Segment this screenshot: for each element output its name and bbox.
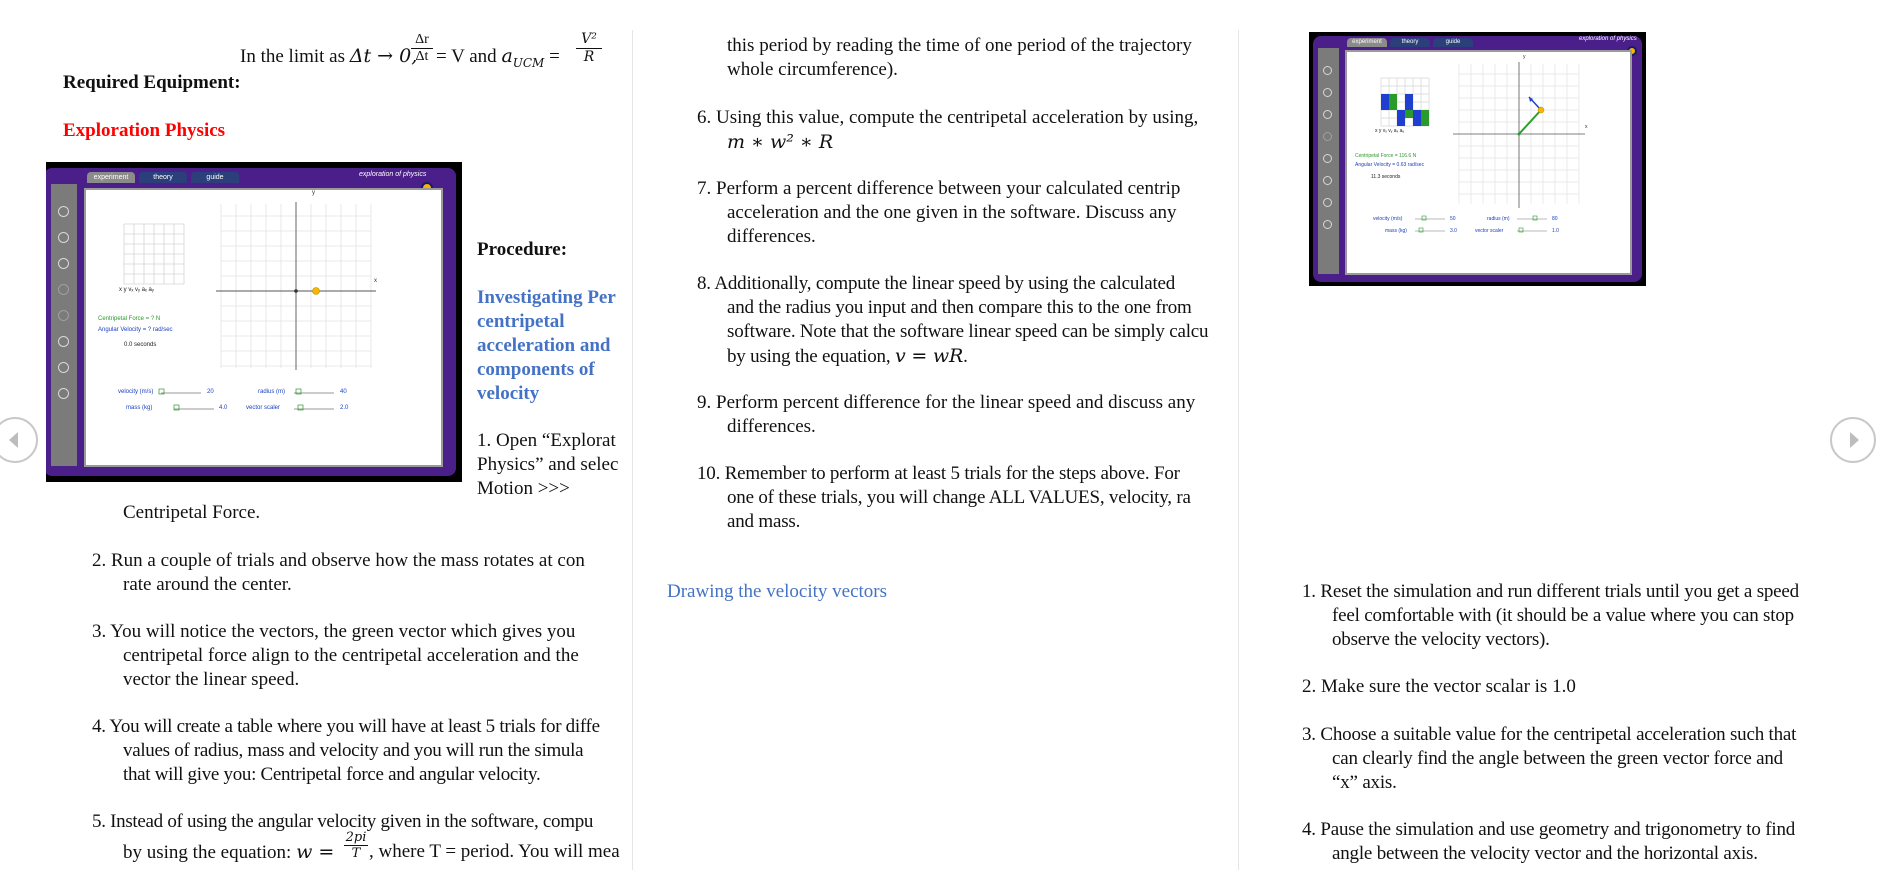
step1-fragment [477, 429, 618, 501]
step1-line: Physics” and selec [477, 454, 619, 475]
simulator-screenshot-1 [46, 162, 462, 482]
sim-time-readout: 11.3 seconds [1371, 174, 1401, 180]
step-line: one of these trials, you will change ALL VALUES, velocity, ra [727, 487, 1191, 508]
sim-velocity-label: velocity (m/s) [118, 389, 154, 395]
step8 [697, 272, 1208, 369]
step5-continuation [727, 34, 1192, 82]
step-icon [58, 310, 69, 321]
step8-formula: v = wR [894, 345, 964, 367]
step-line: 4. Pause the simulation and use geometry and trigonometry to find [1302, 819, 1796, 840]
formula-equals-v: = V [436, 46, 465, 67]
step5-post: , where T = period. You will mea [369, 841, 620, 862]
step-line: values of radius, mass and velocity and you will run the simula [123, 740, 584, 761]
sim-scaler-label: vector scaler [1475, 228, 1504, 234]
step-line: differences. [727, 226, 816, 247]
previous-page-button[interactable] [0, 417, 38, 463]
step8-pre: by using the equation, [727, 346, 891, 367]
step-line: rate around the center. [123, 574, 292, 595]
step1-line: Motion >>> [477, 478, 570, 499]
simulator-screenshot-2 [1309, 32, 1646, 286]
step-line: feel comfortable with (it should be a value where you can stop [1332, 605, 1794, 626]
c3-step3 [1302, 723, 1796, 795]
step6-line: 6. Using this value, compute the centripetal acceleration by using, [697, 107, 1199, 128]
home-icon [58, 206, 69, 217]
investigating-line: acceleration and [477, 335, 611, 356]
sim-angular-readout: Angular Velocity = 0.63 rad/sec [1355, 162, 1425, 168]
step-line: software. Note that the software linear speed can be simply calcu [727, 321, 1209, 342]
investigating-line: components of [477, 359, 595, 380]
tab-theory[interactable]: theory [139, 172, 187, 183]
step-line: 3. Choose a suitable value for the centripetal acceleration such that [1302, 724, 1797, 745]
play-icon [58, 258, 69, 269]
step-line: that will give you: Centripetal force and angular velocity. [123, 764, 541, 785]
chevron-left-icon [0, 419, 40, 465]
fraction-dr-dt [411, 32, 433, 65]
column-divider [632, 30, 633, 870]
step-line: 2. Run a couple of trials and observe how the mass rotates at con [92, 550, 585, 571]
fraction-v2-r [576, 31, 602, 66]
sim-time-readout: 0.0 seconds [124, 342, 157, 348]
sim-radius-label: radius (m) [1487, 216, 1510, 222]
sim-velocity-label: velocity (m/s) [1373, 216, 1403, 222]
formula-rest [436, 44, 560, 75]
tab-experiment[interactable]: experiment [87, 172, 135, 183]
step8-post: . [963, 346, 968, 367]
step3 [92, 620, 579, 692]
formula-prefix: In the limit as [240, 46, 346, 67]
sim-mass-value: 3.0 [1450, 228, 1457, 234]
c3-step4 [1302, 818, 1795, 866]
step-line: 1. Reset the simulation and run different trials until you get a speed [1302, 581, 1799, 602]
pause-icon [1323, 132, 1332, 141]
sim-table-header: x y vₓ vᵧ aₓ aᵧ [119, 287, 154, 293]
formula-eq: = [549, 46, 560, 67]
step-line: 4. You will create a table where you will have at least 5 trials for diffe [92, 716, 600, 737]
sim-velocity-value: 20 [207, 389, 214, 395]
investigating-heading [477, 286, 616, 406]
fraction-num-v2: V² [581, 31, 597, 47]
fraction-num-2pi: 2pi [345, 830, 367, 845]
sim-force-readout: Centripetal Force = ? N [98, 316, 161, 322]
step-line: angle between the velocity vector and the horizontal axis. [1332, 843, 1758, 864]
sim-axis-x-label: x [374, 278, 377, 284]
step5-w: w = [296, 841, 335, 863]
fraction-den-r: R [576, 48, 602, 66]
sim-velocity-value: 50 [1450, 216, 1456, 222]
save-icon [58, 336, 69, 347]
tab-guide[interactable]: guide [191, 172, 239, 183]
sim-scaler-value: 1.0 [1552, 228, 1559, 234]
sim-screen [84, 188, 443, 467]
step-line: 9. Perform percent difference for the linear speed and discuss any [697, 392, 1196, 413]
sim-scaler-value: 2.0 [340, 405, 349, 411]
step6-formula: m ∗ w² ∗ R [727, 131, 834, 153]
page-column-1 [46, 0, 623, 882]
sim-brand: exploration of physics [1579, 36, 1637, 42]
tab-guide[interactable]: guide [1433, 38, 1473, 47]
home-icon [1323, 66, 1332, 75]
investigating-line: velocity [477, 383, 540, 404]
investigating-line: centripetal [477, 311, 565, 332]
step-line: and the radius you input and then compare this to the one from [727, 297, 1192, 318]
next-page-button[interactable] [1830, 417, 1876, 463]
formula-delta-t: Δt → 0, [349, 45, 418, 67]
step2 [92, 549, 585, 597]
step5-line1: 5. Instead of using the angular velocity given in the software, compu [92, 811, 594, 832]
sim-sidebar [51, 184, 77, 466]
formula-a-sub: UCM [512, 55, 545, 70]
step4 [92, 715, 600, 787]
sim-scaler-label: vector scaler [246, 405, 281, 411]
sim-mass-label: mass (kg) [1385, 228, 1407, 234]
c3-step2: 2. Make sure the vector scalar is 1.0 [1302, 676, 1576, 697]
step7 [697, 177, 1180, 249]
procedure-heading: Procedure: [477, 239, 568, 260]
tab-theory[interactable]: theory [1390, 38, 1430, 47]
camera-icon [58, 388, 69, 399]
step9 [697, 391, 1195, 439]
pause-icon [58, 284, 69, 295]
stop-icon [58, 232, 69, 243]
sim-sidebar [1318, 48, 1339, 274]
fraction-den: Δt [411, 48, 433, 65]
fraction-den-t: T [344, 845, 368, 861]
step1-line: 1. Open “Explorat [477, 430, 616, 451]
step-line: “x” axis. [1332, 772, 1397, 793]
step-line: differences. [727, 416, 816, 437]
sim-radius-value: 40 [340, 389, 347, 395]
stop-icon [1323, 88, 1332, 97]
sim-radius-label: radius (m) [258, 389, 286, 395]
fraction-num: Δr [415, 32, 429, 47]
c3-step1 [1302, 580, 1799, 652]
step-line: 8. Additionally, compute the linear speed by using the calculated [697, 273, 1176, 294]
sim-force-readout: Centripetal Force = 116.6 N [1355, 153, 1417, 159]
step-line: 10. Remember to perform at least 5 trials for the steps above. For [697, 463, 1180, 484]
column-divider [1238, 30, 1239, 870]
save-icon [1323, 176, 1332, 185]
step5-line2 [123, 840, 334, 865]
step-line: can clearly find the angle between the green vector force and [1332, 748, 1783, 769]
chevron-right-icon [1832, 419, 1878, 465]
step-line: vector the linear speed. [123, 669, 300, 690]
sim-mass-value: 4.0 [219, 405, 228, 411]
step-line: observe the velocity vectors). [1332, 629, 1550, 650]
sim-radius-value: 80 [1552, 216, 1558, 222]
page-column-3 [1246, 0, 1836, 882]
limit-formula [240, 44, 417, 69]
sim-axis-y-label: y [312, 190, 315, 196]
sound-icon [58, 362, 69, 373]
page-column-2 [640, 0, 1225, 882]
formula-a: a [501, 45, 513, 67]
step5-fraction [344, 830, 368, 861]
sound-icon [1323, 198, 1332, 207]
step-line: centripetal force align to the centripetal acceleration and the [123, 645, 579, 666]
sim-angular-readout: Angular Velocity = ? rad/sec [98, 327, 173, 333]
required-equipment-heading: Required Equipment: [63, 72, 241, 93]
exploration-physics-link[interactable]: Exploration Physics [63, 120, 226, 141]
step-line: this period by reading the time of one period of the trajectory [727, 35, 1192, 56]
sim-brand: exploration of physics [359, 171, 427, 178]
step1-continuation: Centripetal Force. [123, 502, 261, 523]
investigating-line: Investigating Per [477, 287, 616, 308]
step-line: 3. You will notice the vectors, the green vector which gives you [92, 621, 576, 642]
camera-icon [1323, 220, 1332, 229]
formula-and: and [469, 46, 497, 67]
step-line: acceleration and the one given in the software. Discuss any [727, 202, 1177, 223]
sim-screen [1345, 50, 1632, 275]
tab-experiment[interactable]: experiment [1347, 38, 1387, 47]
step-line: and mass. [727, 511, 801, 532]
sim-table-header: x y vₓ vᵧ aₓ aᵧ [1375, 128, 1405, 134]
step-line: whole circumference). [727, 59, 898, 80]
step-icon [1323, 154, 1332, 163]
step5-pre: by using the equation: [123, 842, 292, 863]
step-line: 7. Perform a percent difference between your calculated centrip [697, 178, 1181, 199]
sim-axis-x-label: x [1585, 124, 1588, 130]
step10 [697, 462, 1191, 534]
sim-mass-label: mass (kg) [126, 405, 153, 411]
sim-axis-y-label: y [1523, 54, 1526, 60]
play-icon [1323, 110, 1332, 119]
drawing-velocity-vectors-heading: Drawing the velocity vectors [667, 581, 888, 602]
